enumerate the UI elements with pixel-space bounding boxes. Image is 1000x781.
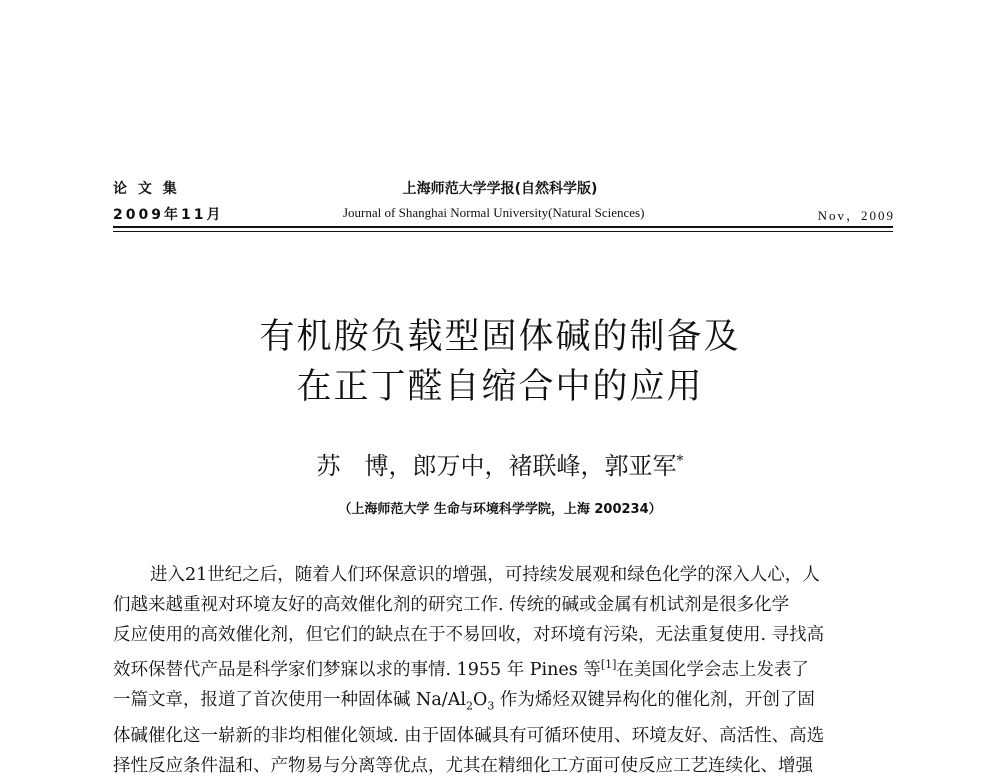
affiliation: （上海师范大学 生命与环境科学学院，上海 200234） bbox=[338, 502, 662, 517]
author-names: 苏 博，郎万中，褚联峰，郭亚军 bbox=[316, 452, 677, 480]
corresponding-author-mark: * bbox=[676, 453, 684, 469]
journal-title-en: Journal of Shanghai Normal University(Natural Sciences) bbox=[343, 205, 645, 220]
citation-ref[interactable]: [1] bbox=[600, 658, 617, 671]
body-line: 择性反应条件温和、产物易与分离等优点，尤其在精细化工方面可使反应工艺连续化、增强 bbox=[113, 756, 813, 777]
body-line: 反应使用的高效催化剂，但它们的缺点在于不易回收，对环境有污染，无法重复使用. 寻找高 bbox=[113, 625, 825, 645]
body-line: 进入21世纪之后，随着人们环保意识的增强，可持续发展观和绿色化学的深入人心，人 bbox=[150, 565, 820, 585]
body-text-segment: 一篇文章，报道了首次使用一种固体碱 Na/Al bbox=[113, 689, 466, 710]
article-title-line1: 有机胺负载型固体碱的制备及 bbox=[259, 317, 741, 357]
body-line: 们越来越重视对环境友好的高效催化剂的研究工作. 传统的碱或金属有机试剂是很多化学 bbox=[113, 595, 790, 615]
body-line bbox=[113, 685, 895, 722]
issue-date-en: Nov，2009 bbox=[817, 208, 895, 223]
author-list bbox=[0, 446, 1000, 481]
body-text-segment: 效环保替代产品是科学家们梦寐以求的事情. 1955 年 Pines 等 bbox=[113, 659, 601, 680]
formula-subscript: 3 bbox=[487, 699, 495, 713]
series-label: 论 文 集 bbox=[113, 181, 180, 197]
body-text-segment: 作为烯烃双键异构化的催化剂，开创了固 bbox=[494, 689, 815, 710]
body-paragraph bbox=[113, 560, 895, 781]
article-title bbox=[0, 312, 1000, 412]
issue-date-cn: 2009年11月 bbox=[113, 207, 224, 223]
journal-title-cn: 上海师范大学学报(自然科学版) bbox=[402, 181, 598, 197]
body-line: 体碱催化这一崭新的非均相催化领域. 由于固体碱具有可循环使用、环境友好、高活性、高选 bbox=[113, 726, 825, 747]
body-text-segment: 在美国化学会志上发表了 bbox=[616, 659, 809, 680]
body-line bbox=[113, 650, 895, 685]
formula-element: O bbox=[472, 689, 488, 710]
article-title-line2: 在正丁醛自缩合中的应用 bbox=[296, 367, 704, 407]
header-rule-thin bbox=[113, 231, 893, 232]
header-rule-thick bbox=[113, 226, 893, 228]
formula-subscript: 2 bbox=[465, 699, 473, 713]
